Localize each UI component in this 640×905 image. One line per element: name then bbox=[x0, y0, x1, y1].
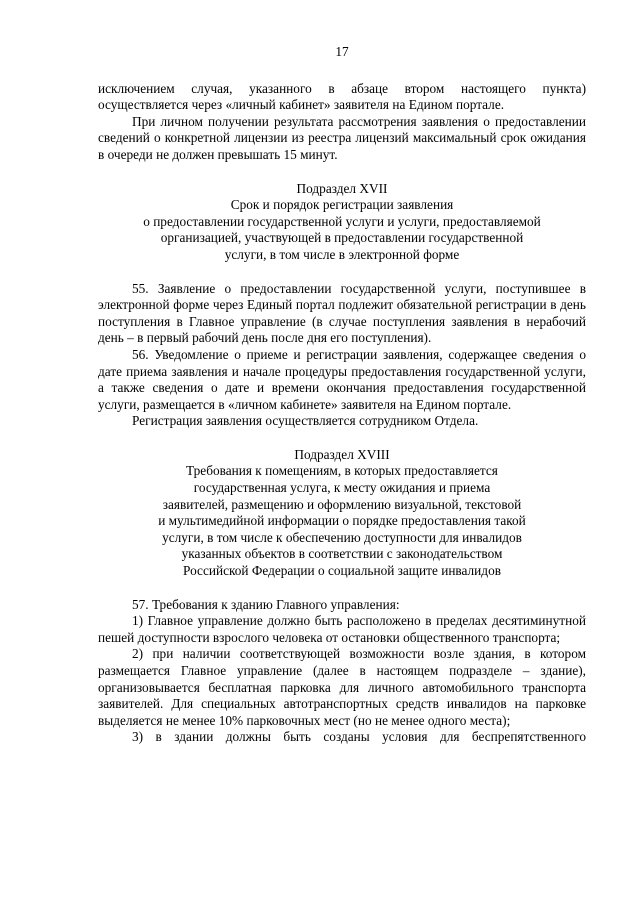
section-title-line: Срок и порядок регистрации заявления bbox=[230, 197, 454, 213]
paragraph-56-registration: Регистрация заявления осуществляется сотрудником Отдела. bbox=[132, 413, 479, 429]
section-title-line: услуги, в том числе к обеспечению доступности для инвалидов bbox=[162, 529, 522, 545]
paragraph-continuation: исключением случая, указанного в абзаце втором настоящего пункта) осуществляется через «личный кабинет» заявителя на Едином портале. bbox=[98, 80, 586, 113]
section-heading-xviii bbox=[98, 447, 586, 580]
section-label: Подраздел XVII bbox=[296, 180, 388, 196]
paragraph-57-item-3: 3) в здании должны быть созданы условия для беспрепятственного bbox=[132, 729, 586, 745]
section-title-line: заявителей, размещению и оформлению визуальной, текстовой bbox=[162, 496, 522, 512]
section-title-line: государственная услуга, к месту ожидания и приема bbox=[193, 480, 491, 496]
paragraph-57-item-2: 2) при наличии соответствующей возможности возле здания, в котором размещается Главное управление (далее в настоящем подразделе – здание), организовывается бесплатная парковка для личного автомобильного транспорта заявителей. Для специальных автотранспортных средств инвалидов на парковке выделяется не менее 10% парковочных мест (но не менее одного места); bbox=[98, 646, 586, 728]
paragraph-wait-time: При личном получении результата рассмотрения заявления о предоставлении сведений о конкретной лицензии из реестра лицензий максимальный срок ожидания в очереди не должен превышать 15 минут. bbox=[98, 113, 586, 162]
section-title-line: о предоставлении государственной услуги и услуги, предоставляемой bbox=[143, 213, 541, 229]
page-number: 17 bbox=[335, 44, 349, 59]
section-label: Подраздел XVIII bbox=[294, 446, 390, 462]
section-title-line: Требования к помещениям, в которых предоставляется bbox=[186, 463, 498, 479]
section-title-line: организацией, участвующей в предоставлении государственной bbox=[160, 230, 524, 246]
paragraph-55: 55. Заявление о предоставлении государственной услуги, поступившее в электронной форме через Единый портал подлежит обязательной регистрации в день поступления в Главное управление (в случае поступления заявления в нерабочий день – в первый рабочий день после дня его поступления). bbox=[98, 280, 586, 346]
section-title-line: Российской Федерации о социальной защите инвалидов bbox=[183, 563, 501, 579]
paragraph-56: 56. Уведомление о приеме и регистрации заявления, содержащее сведения о дате приема заявления и начале процедуры предоставления государственной услуги, а также сведения о дате и времени окончания предоставления государственной услуги, размещается в «личном кабинете» заявителя на Едином портале. bbox=[98, 346, 586, 412]
paragraph-57-item-1: 1) Главное управление должно быть расположено в пределах десятиминутной пешей доступности взрослого человека от остановки общественного транспорта; bbox=[98, 613, 586, 645]
section-title-line: указанных объектов в соответствии с законодательством bbox=[181, 546, 503, 562]
section-title-line: и мультимедийной информации о порядке предоставления такой bbox=[158, 513, 526, 529]
section-heading-xvii bbox=[98, 181, 586, 264]
section-title-line: услуги, в том числе в электронной форме bbox=[224, 246, 460, 262]
paragraph-57: 57. Требования к зданию Главного управления: bbox=[132, 596, 400, 612]
